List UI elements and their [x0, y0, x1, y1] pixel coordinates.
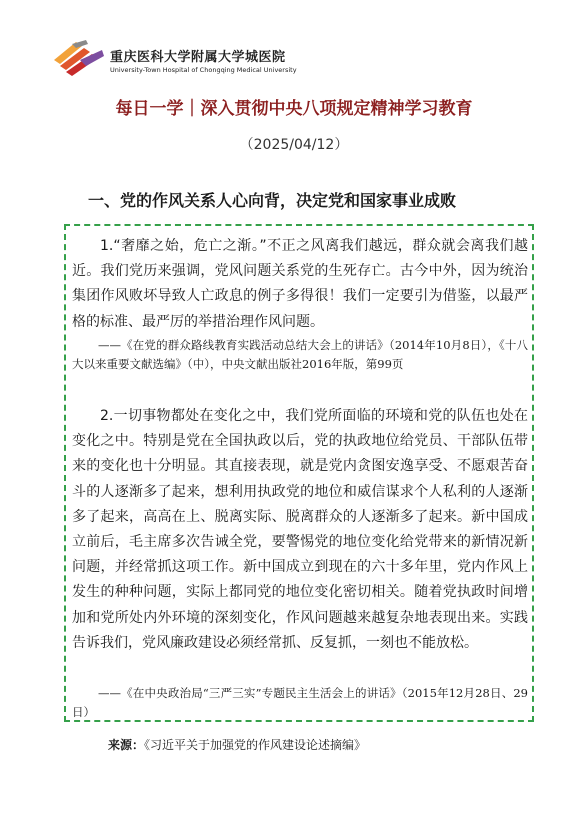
paragraph-1: 1.“奢靡之始，危亡之渐。”不正之风离我们越远，群众就会离我们越近。我们党历来强调，党风问题关系党的生死存亡。古今中外，因为统治集团作风败坏导致人亡政息的例子多得很！我们一定要引为借鉴，以最严格的标准、最严厉的举措治理作风问题。	[72, 238, 528, 330]
page-title: 每日一学｜深入贯彻中央八项规定精神学习教育	[115, 99, 473, 119]
hospital-name-cn: 重庆医科大学附属大学城医院	[110, 50, 286, 65]
hospital-name-en: University-Town Hospital of Chongqing Medical University	[110, 66, 297, 74]
source-value: 《习近平关于加强党的作风建设论述摘编》	[144, 738, 367, 752]
publish-date: （2025/04/12）	[239, 137, 349, 153]
paragraph-2-source: ——《在中央政治局“三严三实”专题民主生活会上的讲话》（2015年12月28日、29日）	[72, 686, 528, 719]
section-heading: 一、党的作风关系人心向背，决定党和国家事业成败	[88, 191, 457, 210]
hospital-logo-icon	[52, 38, 106, 78]
source-footer	[108, 736, 366, 753]
paragraph-2: 2.一切事物都处在变化之中，我们党所面临的环境和党的队伍也处在变化之中。特别是党在全国执政以后，党的执政地位给党员、干部队伍带来的变化也十分明显。其直接表现，就是党内贪图安逸享受、不愿艰苦奋斗的人逐渐多了起来，想利用执政党的地位和威信谋求个人私利的人逐渐多了起来，高高在上、脱离实际、脱离群众的人逐渐多了起来。新中国成立前后，毛主席多次告诫全党，要警惕党的地位变化给党带来的新情况新问题，并经常抓这项工作。新中国成立到现在的六十多年里，党内作风上发生的种种问题，实际上都同党的地位变化密切相关。随着党执政时间增加和党所处内外环境的深刻变化，作风问题越来越复杂地表现出来。实践告诉我们，党风廉政建设必须经常抓、反复抓，一刻也不能放松。	[72, 408, 528, 651]
hospital-header	[52, 38, 312, 82]
paragraph-1-source: ——《在党的群众路线教育实践活动总结大会上的讲话》（2014年10月8日），《十八大以来重要文献选编》（中），中央文献出版社2016年版，第99页	[72, 338, 528, 371]
source-label: 来源：	[108, 738, 145, 752]
